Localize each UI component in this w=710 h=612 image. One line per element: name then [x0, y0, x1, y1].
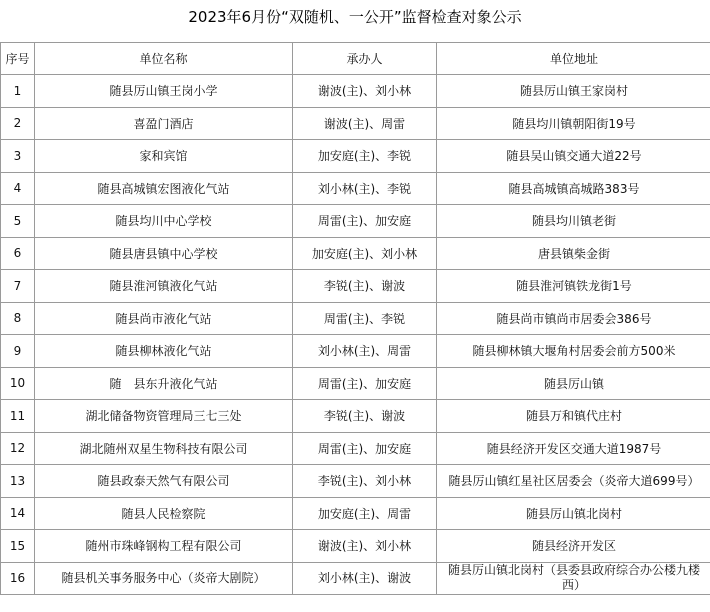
cell-address[interactable]: 随县高城镇高城路383号	[437, 172, 710, 205]
cell-number[interactable]: 5	[1, 205, 35, 238]
cell-number[interactable]: 3	[1, 140, 35, 173]
cell-handler[interactable]: 加安庭(主)、周雷	[293, 497, 437, 530]
cell-number[interactable]: 2	[1, 107, 35, 140]
table-row	[1, 237, 710, 270]
cell-unit-name[interactable]: 随县唐县镇中心学校	[35, 237, 293, 270]
cell-unit-name[interactable]: 随县机关事务服务中心（炎帝大剧院）	[35, 562, 293, 595]
table-row	[1, 465, 710, 498]
cell-handler[interactable]: 周雷(主)、加安庭	[293, 367, 437, 400]
header-row	[1, 43, 710, 75]
cell-unit-name[interactable]: 随县均川中心学校	[35, 205, 293, 238]
cell-handler[interactable]: 刘小林(主)、谢波	[293, 562, 437, 595]
cell-address[interactable]: 随县厉山镇红星社区居委会（炎帝大道699号）	[437, 465, 710, 498]
cell-unit-name[interactable]: 家和宾馆	[35, 140, 293, 173]
cell-number[interactable]: 1	[1, 75, 35, 108]
cell-handler[interactable]: 加安庭(主)、刘小林	[293, 237, 437, 270]
table-body	[1, 75, 710, 595]
cell-unit-name[interactable]: 随县人民检察院	[35, 497, 293, 530]
cell-address[interactable]: 随县经济开发区	[437, 530, 710, 563]
cell-address[interactable]: 随县厉山镇北岗村（县委县政府综合办公楼九楼西）	[437, 562, 710, 595]
cell-number[interactable]: 7	[1, 270, 35, 303]
cell-handler[interactable]: 谢波(主)、刘小林	[293, 530, 437, 563]
inspection-table	[0, 42, 710, 595]
cell-handler[interactable]: 谢波(主)、刘小林	[293, 75, 437, 108]
table-row	[1, 335, 710, 368]
table-row	[1, 172, 710, 205]
cell-number[interactable]: 14	[1, 497, 35, 530]
table-row	[1, 205, 710, 238]
header-cell-address[interactable]: 单位地址	[437, 43, 710, 75]
cell-address[interactable]: 随县厉山镇	[437, 367, 710, 400]
cell-number[interactable]: 11	[1, 400, 35, 433]
cell-unit-name[interactable]: 喜盈门酒店	[35, 107, 293, 140]
table-row	[1, 270, 710, 303]
cell-number[interactable]: 6	[1, 237, 35, 270]
table-row	[1, 140, 710, 173]
table-row	[1, 497, 710, 530]
cell-unit-name[interactable]: 随县淮河镇液化气站	[35, 270, 293, 303]
cell-number[interactable]: 9	[1, 335, 35, 368]
cell-address[interactable]: 随县均川镇老街	[437, 205, 710, 238]
cell-address[interactable]: 随县厉山镇王家岗村	[437, 75, 710, 108]
header-cell-unit-name[interactable]: 单位名称	[35, 43, 293, 75]
header-cell-handler[interactable]: 承办人	[293, 43, 437, 75]
cell-handler[interactable]: 周雷(主)、加安庭	[293, 432, 437, 465]
cell-address[interactable]: 随县经济开发区交通大道1987号	[437, 432, 710, 465]
table-row	[1, 432, 710, 465]
table-row	[1, 75, 710, 108]
cell-number[interactable]: 16	[1, 562, 35, 595]
cell-handler[interactable]: 刘小林(主)、李锐	[293, 172, 437, 205]
table-row	[1, 367, 710, 400]
cell-handler[interactable]: 李锐(主)、谢波	[293, 400, 437, 433]
cell-handler[interactable]: 李锐(主)、刘小林	[293, 465, 437, 498]
cell-handler[interactable]: 周雷(主)、李锐	[293, 302, 437, 335]
cell-address[interactable]: 随县柳林镇大堰角村居委会前方500米	[437, 335, 710, 368]
cell-address[interactable]: 随县尚市镇尚市居委会386号	[437, 302, 710, 335]
cell-handler[interactable]: 周雷(主)、加安庭	[293, 205, 437, 238]
cell-number[interactable]: 8	[1, 302, 35, 335]
cell-number[interactable]: 12	[1, 432, 35, 465]
cell-address[interactable]: 随县厉山镇北岗村	[437, 497, 710, 530]
cell-unit-name[interactable]: 随县政泰天然气有限公司	[35, 465, 293, 498]
cell-unit-name[interactable]: 随县柳林液化气站	[35, 335, 293, 368]
cell-address[interactable]: 随县吴山镇交通大道22号	[437, 140, 710, 173]
page-title: 2023年6月份“双随机、一公开”监督检查对象公示	[188, 8, 522, 26]
cell-number[interactable]: 10	[1, 367, 35, 400]
cell-unit-name[interactable]: 随县尚市液化气站	[35, 302, 293, 335]
cell-address[interactable]: 随县淮河镇铁龙街1号	[437, 270, 710, 303]
cell-handler[interactable]: 谢波(主)、周雷	[293, 107, 437, 140]
table-row	[1, 400, 710, 433]
cell-unit-name[interactable]: 随州市珠峰钢构工程有限公司	[35, 530, 293, 563]
table-row	[1, 302, 710, 335]
cell-number[interactable]: 13	[1, 465, 35, 498]
cell-unit-name[interactable]: 随 县东升液化气站	[35, 367, 293, 400]
cell-unit-name[interactable]: 湖北储备物资管理局三七三处	[35, 400, 293, 433]
cell-unit-name[interactable]: 随县厉山镇王岗小学	[35, 75, 293, 108]
table-row	[1, 530, 710, 563]
cell-unit-name[interactable]: 湖北随州双星生物科技有限公司	[35, 432, 293, 465]
cell-handler[interactable]: 加安庭(主)、李锐	[293, 140, 437, 173]
table-row	[1, 107, 710, 140]
cell-address[interactable]: 唐县镇柴金街	[437, 237, 710, 270]
header-cell-number[interactable]: 序号	[1, 43, 35, 75]
cell-handler[interactable]: 刘小林(主)、周雷	[293, 335, 437, 368]
cell-address[interactable]: 随县均川镇朝阳街19号	[437, 107, 710, 140]
cell-address[interactable]: 随县万和镇代庄村	[437, 400, 710, 433]
cell-number[interactable]: 15	[1, 530, 35, 563]
table-row	[1, 562, 710, 595]
cell-unit-name[interactable]: 随县高城镇宏图液化气站	[35, 172, 293, 205]
cell-handler[interactable]: 李锐(主)、谢波	[293, 270, 437, 303]
cell-number[interactable]: 4	[1, 172, 35, 205]
